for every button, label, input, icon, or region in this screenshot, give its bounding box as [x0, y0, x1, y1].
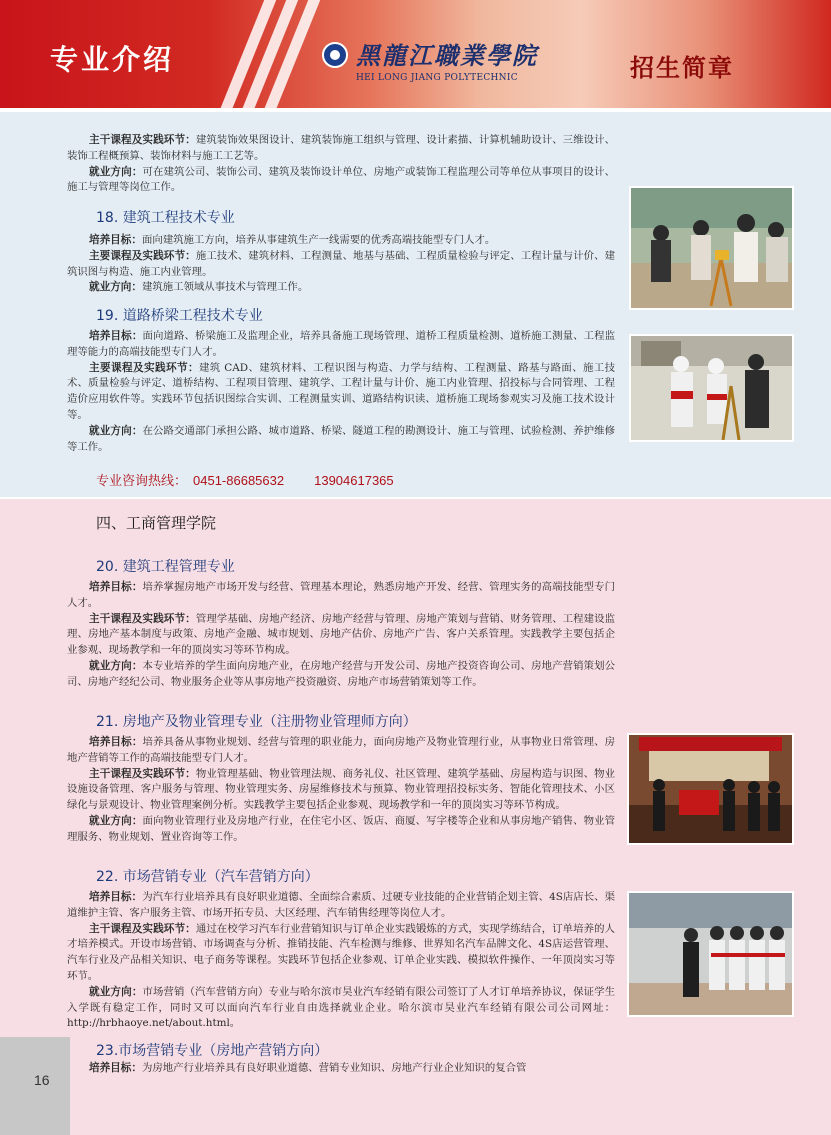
goal-label: 培养目标：: [89, 1062, 142, 1074]
course-text: 物业管理基础、物业管理法规、商务礼仪、社区管理、建筑学基础、房屋构造与识图、物业设施设备管理、客户服务与管理、物业管理实务、房屋维修技术与预算、物业管理招投标实务、智能化管理技术、小区绿化与景观设计、物业管理案例分析。实践教学主要包括企业参观、现场教学和一年的顶岗实习等环节构成。: [67, 767, 615, 812]
goal-text: 面向道路、桥梁施工及监理企业，培养具备施工现场管理、道桥工程质量检测、道桥施工测量、工程监理等能力的高端技能型专门人才。: [67, 330, 616, 358]
hotline-label: 专业咨询热线：: [96, 473, 188, 488]
career-label: 就业方向：: [89, 281, 142, 294]
photo-surveying-students: [629, 186, 794, 310]
course-label: 主要课程及实践环节：: [89, 361, 199, 374]
course-label: 主干课程及实践环节：: [89, 922, 196, 935]
course-label: 主干课程及实践环节：: [89, 767, 196, 780]
brochure-title: 招生简章: [630, 54, 734, 82]
goal-label: 培养目标：: [89, 581, 143, 593]
section-label: 专业介绍: [50, 43, 175, 76]
career-text: 市场营销（汽车营销方向）专业与哈尔滨市昊业汽车经销有限公司签订了人才订单培养协议，保证学生入学既有稳定工作，同时又可以面向汽车行业自由选择就业企业。哈尔滨市昊业汽车经销有限公司公司网址：http://hrbhaoye.net/about.html。: [67, 985, 616, 1030]
career-text: 建筑施工领域从事技术与管理工作。: [141, 281, 309, 294]
photo-road-survey-class: [629, 334, 794, 442]
career-text: 面向物业管理行业及房地产行业，在住宅小区、饭店、商厦、写字楼等企业和从事房地产销售、物业管理服务、物业规划、置业咨询等工作。: [67, 814, 616, 843]
major-21-text: [67, 735, 615, 846]
goal-label: 培养目标：: [89, 736, 143, 748]
goal-text: 面向建筑施工方向，培养从事建筑生产一线需要的优秀高端技能型专门人才。: [141, 234, 496, 246]
top-text-block: [67, 133, 615, 196]
course-text: 建筑装饰效果图设计、建筑装饰施工组织与管理、设计素描、计算机辅助设计、三维设计、装饰工程概预算、装饰材料与施工工艺等。: [67, 134, 615, 162]
college-title: 四、工商管理学院: [96, 514, 217, 532]
school-name-en: HEI LONG JIANG POLYTECHNIC: [356, 73, 518, 83]
career-label: 就业方向：: [89, 165, 143, 178]
major-19-text: [67, 329, 615, 455]
course-text: 通过在校学习汽车行业营销知识与订单企业实践锻炼的方式，实现学练结合，订单培养的人才培养模式。开设市场营销、市场调查与分析、推销技能、汽车检测与维修、世界知名汽车品牌文化、4S店运营管理、汽车行业及产品相关知识、电子商务等课程。实践环节包括企业参观、订单企业实践、模拟软件操作、一年顶岗实习等环节。: [67, 922, 615, 982]
course-label: 主干课程及实践环节：: [89, 612, 196, 625]
major-23-text: [67, 1061, 615, 1077]
school-name-cn: 黑龍江職業學院: [356, 41, 538, 70]
consult-hotline: [96, 470, 394, 489]
hotline-phone-1: 0451-86685632: [193, 473, 285, 488]
career-label: 就业方向：: [89, 814, 143, 827]
goal-text: 培养掌握房地产市场开发与经营、管理基本理论，熟悉房地产开发、经营、管理实务的高端技能型专门人才。: [67, 581, 616, 609]
course-text: 施工技术、建筑材料、工程测量、地基与基础、工程质量检验与评定、工程计量与计价、建筑识图与构造、施工内业管理。: [67, 249, 615, 278]
major-19-heading: 19. 道路桥梁工程技术专业: [96, 308, 263, 324]
hotline-phone-2: 13904617365: [314, 473, 394, 488]
school-logo: [322, 36, 538, 83]
course-text: 建筑 CAD、建筑材料、工程识图与构造、力学与结构、工程测量、路基与路面、施工技术、质量检验与评定、道桥结构、工程项目管理、建筑学、工程计量与计价、施工内业管理、招投标与合同管理、工程造价应用软件等。实践环节包括识图综合实训、工程测量实训、道路结构识读、道桥施工现场参观实习及施工技术设计等。: [67, 361, 615, 421]
career-label: 就业方向：: [89, 985, 143, 998]
major-23-heading: 23.市场营销专业（房地产营销方向）: [96, 1043, 329, 1059]
course-label: 主干课程及实践环节：: [89, 134, 196, 146]
goal-text: 为房地产行业培养具有良好职业道德、营销专业知识、房地产行业企业知识的复合管: [141, 1062, 527, 1074]
course-text: 管理学基础、房地产经济、房地产经营与管理、房地产策划与营销、财务管理、工程建设监理、房地产基本制度与政策、房地产金融、城市规划、房地产估价、房地产广告、客户关系管理。实践教学主要包括企业参观、现场教学和一年的顶岗实习等环节构成。: [67, 612, 615, 657]
school-emblem-icon: [322, 42, 348, 68]
photo-auto-marketing-students: [627, 891, 794, 1017]
photo-property-signing-ceremony: [627, 733, 794, 845]
goal-label: 培养目标：: [89, 891, 143, 903]
major-20-heading: 20. 建筑工程管理专业: [96, 559, 235, 575]
major-22-text: [67, 890, 615, 1032]
career-text: 在公路交通部门承担公路、城市道路、桥梁、隧道工程的勘测设计、施工与管理、试验检测、养护维修等工作。: [67, 424, 616, 453]
page-header: [0, 0, 831, 110]
page-number: 16: [34, 1072, 50, 1088]
major-20-text: [67, 580, 615, 691]
goal-text: 培养具备从事物业规划、经营与管理的职业能力，面向房地产及物业管理行业，从事物业日常管理、房地产营销等工作的高端技能型专门人才。: [67, 736, 616, 764]
goal-text: 为汽车行业培养具有良好职业道德、全面综合素质、过硬专业技能的企业营销企划主管、4S店店长、渠道维护主管、客户服务主管、市场开拓专员、大区经理、汽车销售经理等岗位人才。: [67, 891, 615, 919]
major-18-text: [67, 233, 615, 296]
goal-label: 培养目标：: [89, 330, 143, 342]
career-text: 可在建筑公司、装饰公司、建筑及装饰设计单位、房地产或装饰工程监理公司等单位从事项目的设计、施工与管理等岗位工作。: [67, 165, 616, 194]
major-22-heading: 22. 市场营销专业（汽车营销方向）: [96, 869, 319, 885]
career-text: 本专业培养的学生面向房地产业，在房地产经营与开发公司、房地产投资咨询公司、房地产营销策划公司、房地产经纪公司、物业服务企业等从事房地产投资融资、房地产市场营销策划等工作。: [67, 659, 616, 688]
major-21-heading: 21. 房地产及物业管理专业（注册物业管理师方向）: [96, 714, 417, 730]
major-18-heading: 18. 建筑工程技术专业: [96, 210, 235, 226]
career-label: 就业方向：: [89, 424, 143, 437]
goal-label: 培养目标：: [89, 234, 142, 246]
course-label: 主要课程及实践环节：: [89, 249, 196, 262]
career-label: 就业方向：: [89, 659, 143, 672]
